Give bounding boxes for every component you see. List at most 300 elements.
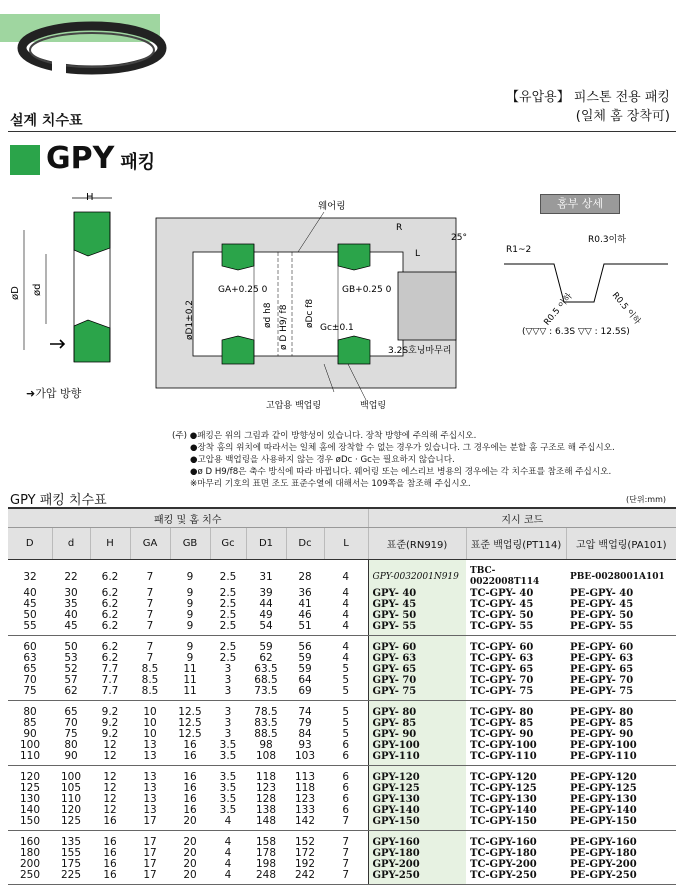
dimension-cell: 6.2 <box>90 621 130 636</box>
dimension-cell: 4 <box>342 641 350 653</box>
column-header: GB <box>170 528 210 560</box>
dimension-cell: 3 <box>224 674 232 686</box>
code-cell: TC-GPY- 63 <box>470 653 534 664</box>
dimension-cell: 16 <box>103 847 117 859</box>
table-row <box>8 560 676 589</box>
code-cell: TC-GPY-140 <box>470 805 537 816</box>
code-cell: GPY- 75 <box>368 686 466 701</box>
dimension-cell: 17 <box>130 870 170 885</box>
dimension-cell: 11 <box>170 686 210 701</box>
code-cell: GPY-130 <box>368 794 466 805</box>
dimension-cell: 70 <box>64 717 78 729</box>
code-cell: TC-GPY- 65 <box>470 664 534 675</box>
code-cell: PE-GPY-250 <box>566 870 676 885</box>
dimension-cell: 6 <box>342 782 350 794</box>
dimension-cell: 13 <box>130 751 170 766</box>
code-cell: GPY-120 <box>368 766 466 784</box>
dimension-cell: 178 <box>255 847 277 859</box>
code-cell: PE-GPY-200 <box>570 859 637 870</box>
svg-text:øD1±0.2: øD1±0.2 <box>185 299 195 340</box>
code-cell: GPY- 50 <box>368 610 466 621</box>
dimension-cell: 13 <box>143 771 157 783</box>
dimension-cell: 17 <box>130 816 170 831</box>
dimension-cell: 12.5 <box>178 706 202 718</box>
dimension-cell: 70 <box>23 674 37 686</box>
dimension-cell: 123 <box>294 793 316 805</box>
code-cell: GPY-150 <box>368 816 466 831</box>
dimension-cell: 73.5 <box>246 686 286 701</box>
code-cell: TC-GPY- 70 <box>470 675 534 686</box>
dimension-cell: 248 <box>246 870 286 885</box>
code-cell: GPY- 60 <box>368 636 466 654</box>
dimension-cell: 158 <box>255 836 277 848</box>
dimension-table <box>8 507 676 885</box>
dimension-cell: 4 <box>224 836 232 848</box>
section-title: 설계 치수표 <box>10 113 83 129</box>
dimension-cell: 3 <box>224 706 232 718</box>
dimension-cell: 40 <box>64 609 78 621</box>
group-header-dims: 패킹 및 홈 치수 <box>8 508 368 528</box>
dimension-cell: 68.5 <box>254 674 278 686</box>
svg-text:R: R <box>396 223 403 233</box>
dimension-cell: 3 <box>224 663 232 675</box>
dimension-cell: 9 <box>186 570 194 583</box>
group-header-codes: 지시 코드 <box>368 508 676 528</box>
dimension-cell: 41 <box>298 598 312 610</box>
dimension-cell: 172 <box>294 847 316 859</box>
dimension-cell: 10 <box>143 706 157 718</box>
svg-text:고압용 백업링: 고압용 백업링 <box>266 401 322 411</box>
code-cell: TC-GPY- 45 <box>470 599 534 610</box>
seal-cross-section-diagram <box>10 190 140 390</box>
dimension-cell: 160 <box>19 836 41 848</box>
column-header: D1 <box>246 528 286 560</box>
code-cell: PE-GPY- 40 <box>570 588 634 599</box>
dimension-cell: 6.2 <box>101 609 119 621</box>
dimension-cell: 118 <box>255 771 277 783</box>
svg-text:øD: øD <box>10 286 21 300</box>
code-cell: TBC-0022008T114 <box>470 566 540 587</box>
dimension-cell: 65 <box>64 706 78 718</box>
table-row <box>8 751 676 766</box>
dimension-cell: 64 <box>298 674 312 686</box>
dimension-cell: 16 <box>183 739 197 751</box>
dimension-cell: 3.5 <box>219 793 237 805</box>
table-unit: (단위:mm) <box>626 495 666 504</box>
code-cell: GPY- 40 <box>368 588 466 599</box>
code-cell: PE-GPY- 60 <box>570 642 634 653</box>
code-cell: TC-GPY-150 <box>466 816 566 831</box>
notes: (주) ●패킹은 위의 그림과 같이 방향성이 있습니다. 장착 방향에 주의해 주십시오. ●장착 홈의 위치에 따라서는 일체 홈에 장착할 수 없는 경우가 있습니다. 그 경우에는 분할 홈 구조로 해 주십시오. ●고압용 백업링을 사용하지 않는 경우 øDc · Gc는 필요하지 않습니다. ●ø D H9/f8은 축수 방식에 따라 바뀝니다. 웨어링 또는 에스리브 병용의 경우에는 각 치수표를 참조해 주십시오. ※마무리 기호의 표면 조도 표준수열에 대해서는 109쪽을 참조해 주십시오. <box>172 431 615 489</box>
column-header: GA <box>130 528 170 560</box>
dimension-cell: 125 <box>19 782 41 794</box>
dimension-cell: 75 <box>64 728 78 740</box>
code-cell: GPY-180 <box>368 848 466 859</box>
dimension-cell: 7 <box>146 587 154 599</box>
dimension-cell: 5 <box>342 717 350 729</box>
table-row <box>8 686 676 701</box>
dimension-cell: 62 <box>52 686 90 701</box>
dimension-cell: 8.5 <box>141 674 159 686</box>
dimension-cell: 2.5 <box>219 609 237 621</box>
dimension-cell: 7 <box>130 621 170 636</box>
code-cell: GPY- 63 <box>368 653 466 664</box>
column-header: H <box>90 528 130 560</box>
code-cell: PE-GPY-125 <box>570 783 637 794</box>
dimension-cell: 138 <box>255 804 277 816</box>
dimension-cell: 16 <box>183 771 197 783</box>
code-cell: PE-GPY- 50 <box>570 610 634 621</box>
code-cell: GPY-0032001N919 <box>368 560 466 589</box>
code-cell: PE-GPY-140 <box>570 805 637 816</box>
table-row <box>8 831 676 849</box>
dimension-cell: 5 <box>342 674 350 686</box>
dimension-cell: 69 <box>286 686 324 701</box>
table-title: GPY 패킹 치수표 <box>10 493 107 508</box>
dimension-cell: 6.2 <box>101 641 119 653</box>
dimension-cell: 9 <box>186 652 194 664</box>
code-cell: TC-GPY-100 <box>470 740 537 751</box>
dimension-cell: 5 <box>342 663 350 675</box>
svg-text:ø D H9/ f8: ø D H9/ f8 <box>279 304 289 350</box>
dimension-cell: 9 <box>186 598 194 610</box>
code-cell: TC-GPY-160 <box>470 837 537 848</box>
dimension-cell: 20 <box>170 816 210 831</box>
packing-ring-image <box>0 10 170 90</box>
dimension-cell: 3.5 <box>219 782 237 794</box>
code-cell: GPY-140 <box>368 805 466 816</box>
dimension-cell: 10 <box>143 728 157 740</box>
dimension-cell: 108 <box>246 751 286 766</box>
table-row <box>8 636 676 654</box>
dimension-cell: 6.2 <box>101 570 119 583</box>
dimension-cell: 20 <box>183 847 197 859</box>
dimension-cell: 16 <box>103 836 117 848</box>
table-row <box>8 701 676 719</box>
dimension-cell: 100 <box>19 739 41 751</box>
dimension-cell: 7 <box>146 570 154 583</box>
dimension-cell: 12.5 <box>178 717 202 729</box>
dimension-cell: 125 <box>52 816 90 831</box>
dimension-cell: 28 <box>298 570 312 583</box>
code-cell: TC-GPY-250 <box>466 870 566 885</box>
svg-text:25°: 25° <box>451 233 467 243</box>
code-cell: GPY- 45 <box>368 599 466 610</box>
dimension-cell: 8.5 <box>130 686 170 701</box>
dimension-cell: 13 <box>143 793 157 805</box>
dimension-cell: 5 <box>324 686 368 701</box>
dimension-cell: 12 <box>103 793 117 805</box>
dimension-cell: 140 <box>19 804 41 816</box>
dimension-cell: 84 <box>298 728 312 740</box>
dimension-cell: 36 <box>298 587 312 599</box>
dimension-cell: 90 <box>52 751 90 766</box>
code-cell: PE-GPY- 85 <box>570 718 634 729</box>
dimension-cell: 100 <box>60 771 82 783</box>
dimension-cell: 11 <box>183 674 197 686</box>
dimension-cell: 200 <box>19 858 41 870</box>
dimension-cell: 4 <box>324 621 368 636</box>
dimension-cell: 4 <box>342 587 350 599</box>
dimension-cell: 110 <box>60 793 82 805</box>
dimension-cell: 32 <box>23 570 37 583</box>
dimension-cell: 9.2 <box>101 706 119 718</box>
code-cell: GPY-200 <box>368 859 466 870</box>
svg-text:H: H <box>86 192 94 203</box>
dimension-cell: 13 <box>143 739 157 751</box>
groove-detail-diagram <box>498 222 678 342</box>
code-cell: GPY-125 <box>368 783 466 794</box>
code-cell: PE-GPY- 70 <box>570 675 634 686</box>
dimension-cell: 6 <box>342 793 350 805</box>
code-cell: GPY- 80 <box>368 701 466 719</box>
dimension-cell: 80 <box>64 739 78 751</box>
dimension-cell: 180 <box>19 847 41 859</box>
code-cell: PE-GPY- 63 <box>570 653 634 664</box>
dimension-cell: 12.5 <box>178 728 202 740</box>
dimension-cell: 17 <box>143 858 157 870</box>
column-header: L <box>324 528 368 560</box>
svg-text:R0.3이하: R0.3이하 <box>588 235 626 245</box>
dimension-cell: 120 <box>19 771 41 783</box>
dimension-cell: 5 <box>342 706 350 718</box>
dimension-cell: 225 <box>52 870 90 885</box>
dimension-cell: 79 <box>298 717 312 729</box>
dimension-cell: 54 <box>246 621 286 636</box>
dimension-cell: 6 <box>342 771 350 783</box>
dimension-cell: 52 <box>64 663 78 675</box>
svg-text:백업링: 백업링 <box>360 401 387 411</box>
dimension-cell: 242 <box>286 870 324 885</box>
dimension-cell: 250 <box>8 870 52 885</box>
svg-text:R1~2: R1~2 <box>506 245 532 255</box>
dimension-cell: 6 <box>324 751 368 766</box>
dimension-cell: 2.5 <box>219 641 237 653</box>
dimension-cell: 98 <box>259 739 273 751</box>
dimension-cell: 6 <box>342 739 350 751</box>
code-cell: PE-GPY-120 <box>570 772 637 783</box>
dimension-cell: 40 <box>23 587 37 599</box>
svg-text:ød: ød <box>32 283 43 296</box>
code-cell: GPY-100 <box>368 740 466 751</box>
dimension-cell: 39 <box>259 587 273 599</box>
table-row <box>8 766 676 784</box>
code-cell: GPY- 65 <box>368 664 466 675</box>
dimension-cell: 90 <box>23 728 37 740</box>
dimension-cell: 2.5 <box>219 570 237 583</box>
dimension-cell: 6.2 <box>101 598 119 610</box>
code-cell: PE-GPY-180 <box>570 848 637 859</box>
svg-text:GA+0.25 0: GA+0.25 0 <box>218 285 268 295</box>
dimension-cell: 118 <box>294 782 316 794</box>
dimension-cell: 128 <box>255 793 277 805</box>
dimension-cell: 4 <box>342 598 350 610</box>
dimension-cell: 7.7 <box>90 686 130 701</box>
dimension-cell: 57 <box>64 674 78 686</box>
dimension-cell: 93 <box>298 739 312 751</box>
dimension-cell: 51 <box>286 621 324 636</box>
dimension-cell: 4 <box>210 870 246 885</box>
column-header: 표준 백업링(PT114) <box>466 528 566 560</box>
code-cell: PE-GPY- 90 <box>570 729 634 740</box>
code-cell: PE-GPY- 55 <box>566 621 676 636</box>
dimension-cell: 12 <box>90 751 130 766</box>
dimension-cell: 20 <box>183 836 197 848</box>
dimension-cell: 9 <box>186 641 194 653</box>
dimension-cell: 3.5 <box>219 771 237 783</box>
code-cell: PE-GPY- 65 <box>570 664 634 675</box>
code-cell: TC-GPY-110 <box>466 751 566 766</box>
code-cell: TC-GPY-200 <box>470 859 537 870</box>
dimension-cell: 12 <box>103 782 117 794</box>
dimension-cell: 74 <box>298 706 312 718</box>
dimension-cell: 9 <box>186 587 194 599</box>
code-cell: PBE-0028001A101 <box>570 571 665 582</box>
dimension-cell: 3 <box>224 728 232 740</box>
dimension-cell: 83.5 <box>254 717 278 729</box>
code-cell: TC-GPY-180 <box>470 848 537 859</box>
dimension-cell: 2.5 <box>210 621 246 636</box>
dimension-cell: 150 <box>8 816 52 831</box>
dimension-cell: 7 <box>324 870 368 885</box>
svg-text:R0.5 이하: R0.5 이하 <box>542 291 575 328</box>
dimension-cell: 12 <box>103 739 117 751</box>
dimension-cell: 155 <box>60 847 82 859</box>
dimension-cell: 78.5 <box>254 706 278 718</box>
dimension-cell: 123 <box>255 782 277 794</box>
installation-diagram <box>148 196 468 418</box>
code-cell: GPY- 85 <box>368 718 466 729</box>
svg-text:3.2S호닝마무리: 3.2S호닝마무리 <box>388 346 452 356</box>
code-cell: TC-GPY- 75 <box>466 686 566 701</box>
dimension-cell: 110 <box>8 751 52 766</box>
dimension-cell: 9 <box>170 621 210 636</box>
dimension-cell: 133 <box>294 804 316 816</box>
code-cell: TC-GPY-120 <box>470 772 537 783</box>
dimension-cell: 135 <box>60 836 82 848</box>
dimension-cell: 35 <box>64 598 78 610</box>
dimension-cell: 56 <box>298 641 312 653</box>
dimension-cell: 59 <box>298 652 312 664</box>
dimension-cell: 65 <box>23 663 37 675</box>
dimension-cell: 59 <box>259 641 273 653</box>
dimension-cell: 16 <box>183 782 197 794</box>
dimension-cell: 7 <box>342 858 350 870</box>
code-cell: PE-GPY-160 <box>570 837 637 848</box>
dimension-cell: 31 <box>259 570 273 583</box>
column-header: 고압 백업링(PA101) <box>566 528 676 560</box>
dimension-cell: 46 <box>298 609 312 621</box>
svg-text:øDc f8: øDc f8 <box>305 298 315 328</box>
svg-text:Gc±0.1: Gc±0.1 <box>320 323 354 333</box>
table-row <box>8 870 676 885</box>
column-header: Gc <box>210 528 246 560</box>
dimension-cell: 16 <box>90 816 130 831</box>
dimension-cell: 22 <box>64 570 78 583</box>
dimension-cell: 20 <box>170 870 210 885</box>
dimension-cell: 175 <box>60 858 82 870</box>
svg-text:GB+0.25 0: GB+0.25 0 <box>342 285 392 295</box>
dimension-cell: 113 <box>294 771 316 783</box>
code-cell: TC-GPY- 80 <box>470 707 534 718</box>
category-label: 【유압용】 피스톤 전용 패킹 (일체 홈 장착可) <box>506 90 670 124</box>
code-cell: TC-GPY- 85 <box>470 718 534 729</box>
dimension-cell: 45 <box>52 621 90 636</box>
dimension-cell: 4 <box>342 609 350 621</box>
dimension-cell: 152 <box>294 836 316 848</box>
title-marker <box>10 145 40 175</box>
dimension-cell: 9.2 <box>101 728 119 740</box>
dimension-cell: 4 <box>210 816 246 831</box>
dimension-cell: 7 <box>342 836 350 848</box>
dimension-cell: 13 <box>143 804 157 816</box>
dimension-cell: 11 <box>183 663 197 675</box>
dimension-cell: 20 <box>183 858 197 870</box>
dimension-cell: 16 <box>103 858 117 870</box>
dimension-cell: 3.5 <box>210 751 246 766</box>
dimension-cell: 62 <box>259 652 273 664</box>
column-header: D <box>8 528 52 560</box>
code-cell: TC-GPY- 50 <box>470 610 534 621</box>
dimension-cell: 7 <box>146 609 154 621</box>
dimension-cell: 4 <box>224 847 232 859</box>
divider <box>8 131 676 132</box>
dimension-cell: 17 <box>143 847 157 859</box>
dimension-cell: 55 <box>8 621 52 636</box>
dimension-cell: 16 <box>170 751 210 766</box>
dimension-cell: 7 <box>146 641 154 653</box>
dimension-cell: 148 <box>246 816 286 831</box>
dimension-cell: 9.2 <box>101 717 119 729</box>
dimension-cell: 50 <box>23 609 37 621</box>
dimension-cell: 17 <box>143 836 157 848</box>
dimension-cell: 3.5 <box>219 739 237 751</box>
code-cell: PE-GPY- 75 <box>566 686 676 701</box>
dimension-cell: 6.2 <box>101 587 119 599</box>
column-header: d <box>52 528 90 560</box>
dimension-cell: 198 <box>255 858 277 870</box>
dimension-cell: 13 <box>143 782 157 794</box>
code-cell: TC-GPY-125 <box>470 783 537 794</box>
dimension-cell: 4 <box>224 858 232 870</box>
dimension-cell: 4 <box>342 652 350 664</box>
dimension-cell: 142 <box>286 816 324 831</box>
dimension-cell: 12 <box>103 771 117 783</box>
code-cell: PE-GPY- 80 <box>570 707 634 718</box>
dimension-cell: 10 <box>143 717 157 729</box>
dimension-cell: 88.5 <box>254 728 278 740</box>
dimension-cell: 6 <box>342 804 350 816</box>
dimension-cell: 44 <box>259 598 273 610</box>
dimension-cell: 80 <box>23 706 37 718</box>
code-cell: PE-GPY- 45 <box>570 599 634 610</box>
code-cell: GPY- 70 <box>368 675 466 686</box>
svg-text:웨어링: 웨어링 <box>318 201 346 212</box>
svg-text:(▽▽▽ : 6.3S ▽▽ : 12.5S): (▽▽▽ : 6.3S ▽▽ : 12.5S) <box>522 327 630 337</box>
dimension-cell: 30 <box>64 587 78 599</box>
table-row <box>8 816 676 831</box>
dimension-cell: 50 <box>64 641 78 653</box>
dimension-cell: 60 <box>23 641 37 653</box>
svg-text:L: L <box>415 249 421 259</box>
code-cell: GPY-250 <box>368 870 466 885</box>
dimension-cell: 192 <box>294 858 316 870</box>
dimension-cell: 45 <box>23 598 37 610</box>
dimension-cell: 4 <box>342 570 350 583</box>
column-header: 표준(RN919) <box>368 528 466 560</box>
groove-detail-badge: 홈부 상세 <box>540 194 620 214</box>
page-title: GPY 패킹 <box>46 141 156 176</box>
